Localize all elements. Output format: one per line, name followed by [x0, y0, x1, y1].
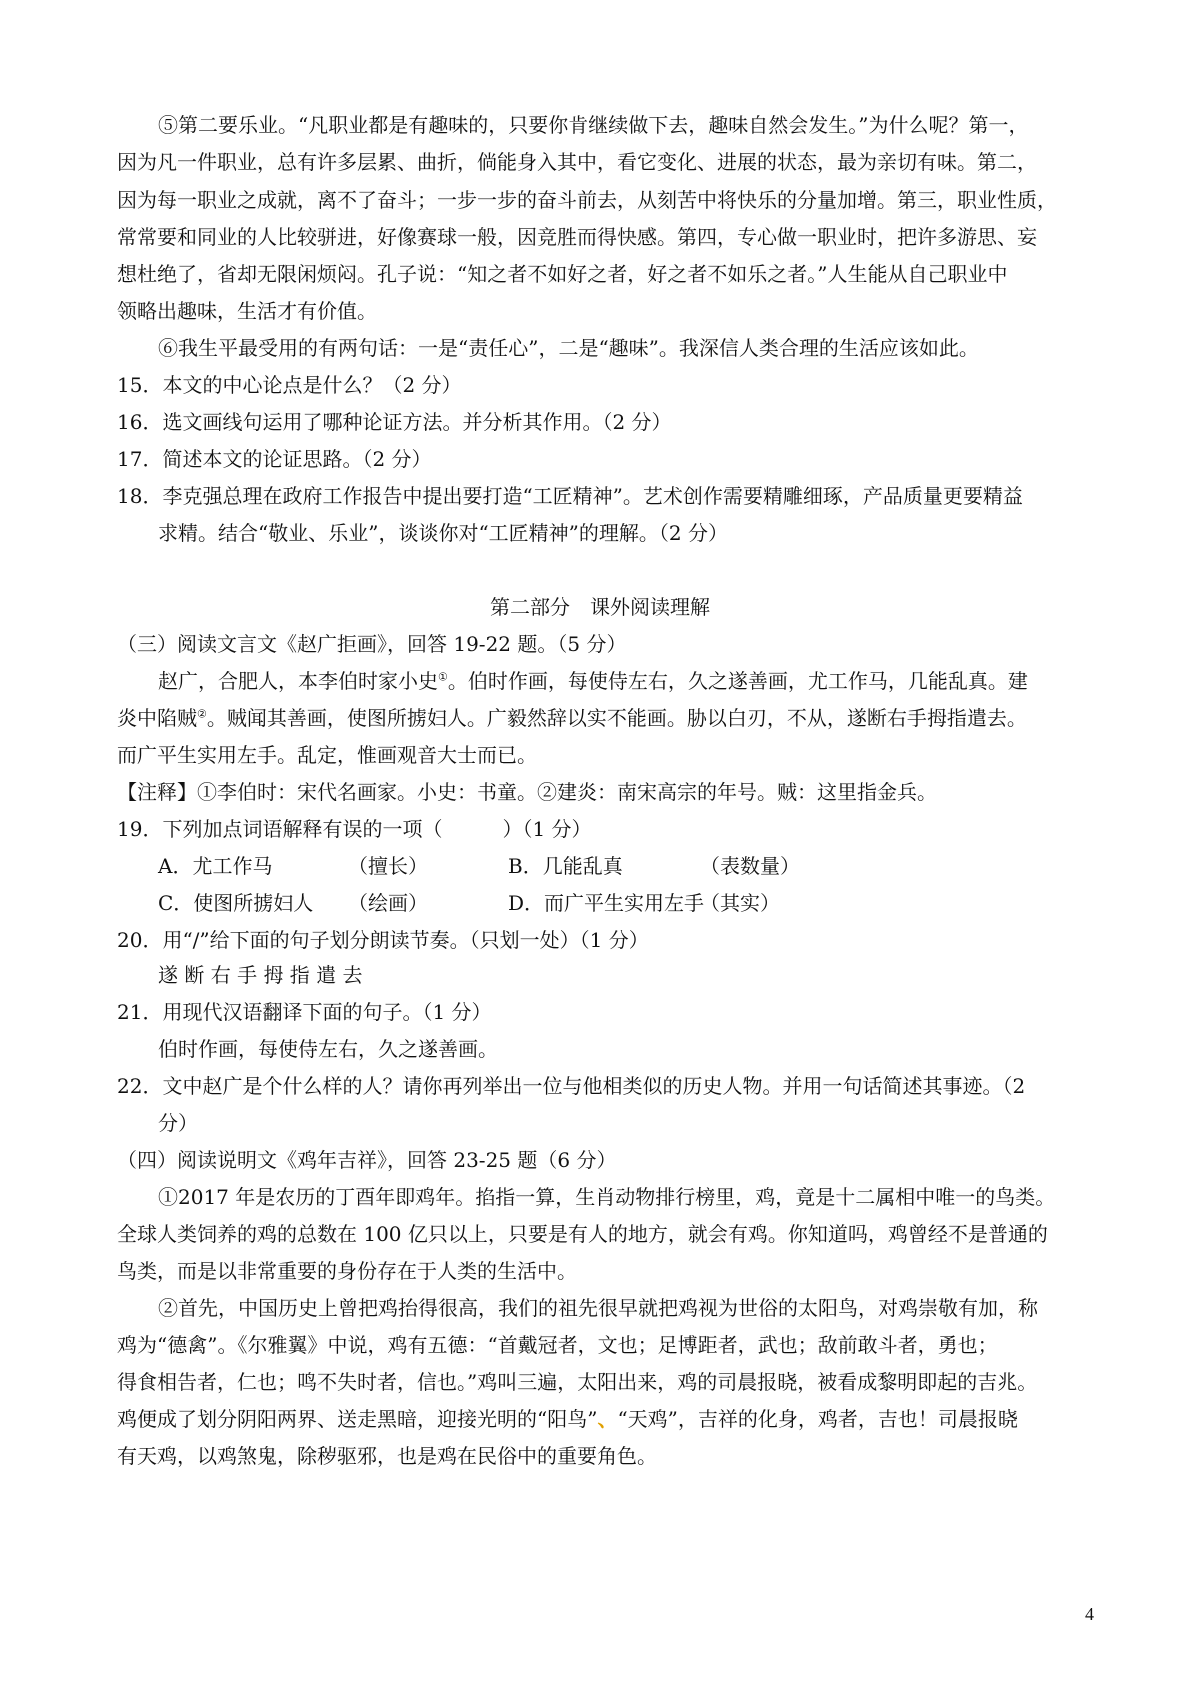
classical-text-line-1-a: 赵广，合肥人，本李伯时家小史 [158, 669, 438, 693]
question-22-line-1: 22．文中赵广是个什么样的人？请你再列举出一位与他相类似的历史人物。并用一句话简述其事迹。（2 [117, 1074, 1026, 1098]
question-21: 21．用现代汉语翻译下面的句子。（1 分） [117, 1000, 492, 1024]
paragraph-5-line-1: ⑤第二要乐业。“凡职业都是有趣味的，只要你肯继续做下去，趣味自然会发生。”为什么呢？第一， [158, 113, 1029, 137]
paragraph-5-line-4: 常常要和同业的人比较骈进，好像赛球一般，因竞胜而得快感。第四，专心做一职业时，把许多游思、妄 [117, 225, 1037, 249]
classical-text-line-1-b: 。伯时作画，每使侍左右，久之遂善画，尤工作马，几能乱真。建 [447, 669, 1028, 693]
question-15: 15．本文的中心论点是什么？（2 分） [117, 373, 462, 397]
question-17: 17．简述本文的论证思路。（2 分） [117, 447, 432, 471]
chicken-paragraph-2-line-3: 得食相告者，仁也；鸣不失时者，信也。”鸡叫三遍，太阳出来，鸡的司晨报晓，被看成黎明即起的吉兆。 [117, 1370, 1038, 1394]
chicken-paragraph-2-line-5: 有天鸡，以鸡煞鬼，除秽驱邪，也是鸡在民俗中的重要角色。 [117, 1444, 657, 1468]
chicken-paragraph-1-line-2: 全球人类饲养的鸡的总数在 100 亿只以上，只要是有人的地方，就会有鸡。你知道吗，鸡曾经不是普通的 [117, 1222, 1048, 1246]
chicken-paragraph-2-line-2: 鸡为“德禽”。《尔雅翼》中说，鸡有五德：“首戴冠者，文也；足博距者，武也；敌前敢斗者，勇也； [117, 1333, 998, 1357]
chicken-paragraph-1-line-1: ①2017 年是农历的丁酉年即鸡年。掐指一算，生肖动物排行榜里，鸡，竟是十二属相中唯一的鸟类。 [158, 1185, 1056, 1209]
section-4-title: （四）阅读说明文《鸡年吉祥》，回答 23-25 题（6 分） [117, 1148, 617, 1172]
option-b-note: （表数量） [700, 854, 800, 878]
question-19: 19．下列加点词语解释有误的一项（ ）（1 分） [117, 817, 592, 841]
question-22-line-2: 分） [158, 1111, 198, 1135]
question-20: 20．用“/”给下面的句子划分朗读节奏。（只划一处）（1 分） [117, 928, 649, 952]
question-18-line-1: 18．李克强总理在政府工作报告中提出要打造“工匠精神”。艺术创作需要精雕细琢，产品质量更要精益 [117, 484, 1023, 508]
paragraph-5-line-2: 因为凡一件职业，总有许多层累、曲折，倘能身入其中，看它变化、进展的状态，最为亲切有味。第二， [117, 150, 1037, 174]
option-a: A．尤工作马 [158, 854, 273, 878]
paragraph-6: ⑥我生平最受用的有两句话：一是“责任心”，二是“趣味”。我深信人类合理的生活应该如此。 [158, 336, 979, 360]
paragraph-5-line-6: 领略出趣味，生活才有价值。 [117, 299, 377, 323]
question-20-sentence: 遂 断 右 手 拇 指 遣 去 [158, 963, 363, 987]
option-b: B．几能乱真 [508, 854, 623, 878]
option-d: D．而广平生实用左手 [508, 891, 705, 915]
classical-text-line-2-a: 炎中陷贼 [117, 706, 197, 730]
question-18-line-2: 求精。结合“敬业、乐业”，谈谈你对“工匠精神”的理解。（2 分） [158, 521, 728, 545]
option-d-note: （其实） [700, 891, 780, 915]
part-2-title: 第二部分 课外阅读理解 [490, 595, 710, 619]
classical-text-line-2-b: 。贼闻其善画，使图所掳妇人。广毅然辞以实不能画。胁以白刃，不从，遂断右手拇指遣去。 [206, 706, 1027, 730]
highlighted-punctuation: 、 [597, 1407, 618, 1431]
chicken-paragraph-2-line-4-b: “天鸡”，吉祥的化身，鸡者，吉也！司晨报晓 [617, 1407, 1018, 1431]
footnote-marker-2: ② [197, 707, 207, 721]
page-number: 4 [1085, 1604, 1094, 1624]
paragraph-5-line-5: 想杜绝了，省却无限闲烦闷。孔子说：“知之者不如好之者，好之者不如乐之者。”人生能从自己职业中 [117, 262, 1008, 286]
option-c-note: （绘画） [348, 891, 428, 915]
classical-text-line-2 [117, 703, 1114, 733]
chicken-paragraph-2-line-4-a: 鸡便成了划分阴阳两界、送走黑暗，迎接光明的“阳鸟” [117, 1407, 598, 1431]
question-21-sentence: 伯时作画，每使侍左右，久之遂善画。 [158, 1037, 498, 1061]
option-a-note: （擅长） [348, 854, 428, 878]
chicken-paragraph-2-line-1: ②首先，中国历史上曾把鸡抬得很高，我们的祖先很早就把鸡视为世俗的太阳鸟，对鸡崇敬有加，称 [158, 1296, 1038, 1320]
chicken-paragraph-2-line-4 [117, 1404, 1114, 1434]
option-c: C．使图所掳妇人 [158, 891, 314, 915]
chicken-paragraph-1-line-3: 鸟类，而是以非常重要的身份存在于人类的生活中。 [117, 1259, 577, 1283]
section-3-title: （三）阅读文言文《赵广拒画》，回答 19-22 题。（5 分） [117, 632, 627, 656]
paragraph-5-line-3: 因为每一职业之成就，离不了奋斗；一步一步的奋斗前去，从刻苦中将快乐的分量加增。第三，职业性质， [117, 188, 1057, 212]
annotation-note: 【注释】①李伯时：宋代名画家。小史：书童。②建炎：南宋高宗的年号。贼：这里指金兵。 [117, 780, 937, 804]
classical-text-line-3: 而广平生实用左手。乱定，惟画观音大士而已。 [117, 743, 537, 767]
question-16: 16．选文画线句运用了哪种论证方法。并分析其作用。（2 分） [117, 410, 672, 434]
classical-text-line-1 [158, 666, 1114, 696]
footnote-marker-1: ① [438, 670, 448, 684]
